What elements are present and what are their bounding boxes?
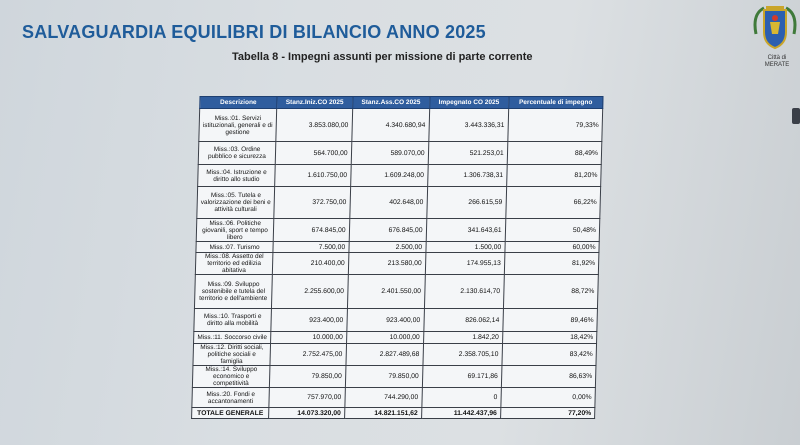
column-header: Descrizione (200, 97, 277, 109)
table-row (194, 332, 597, 344)
total-assessed: 14.821.151,62 (344, 408, 421, 419)
commitment-percentage: 60,00% (505, 242, 600, 253)
page-title: SALVAGUARDIA EQUILIBRI DI BILANCIO ANNO 2025 (22, 22, 486, 42)
initial-allocation: 79.850,00 (269, 366, 345, 388)
table-header-row (200, 97, 603, 109)
missions-table-sheet (190, 96, 603, 441)
committed-amount: 1.306.738,31 (427, 165, 507, 187)
mission-description: Miss.:01. Servizi istituzionali, generali e di gestione (199, 109, 277, 142)
commitment-percentage: 66,22% (505, 187, 600, 219)
commitment-percentage: 81,92% (504, 253, 599, 275)
commitment-percentage: 88,72% (503, 275, 598, 309)
commitment-percentage: 50,48% (505, 219, 600, 242)
table-row (196, 242, 599, 253)
assessed-allocation: 402.648,00 (349, 187, 427, 219)
mission-description: Miss.:09. Sviluppo sostenibile e tutela del territorio e dell'ambiente (194, 275, 272, 309)
initial-allocation: 210.400,00 (272, 253, 348, 275)
committed-amount: 69.171,86 (422, 366, 502, 388)
initial-allocation: 10.000,00 (271, 332, 347, 344)
mission-description: Miss.:07. Turismo (196, 242, 273, 253)
table-row (198, 165, 602, 187)
committed-amount: 174.955,13 (425, 253, 505, 275)
committed-amount: 1.500,00 (425, 242, 504, 253)
table-row (195, 253, 599, 275)
column-header: Percentuale di impegno (508, 97, 603, 109)
table-total-row (192, 408, 595, 419)
missions-table (191, 96, 603, 419)
table-row (194, 275, 598, 309)
mission-description: Miss.:10. Trasporti e diritto alla mobilità (194, 309, 272, 332)
assessed-allocation: 4.340.680,94 (351, 109, 429, 142)
mission-description: Miss.:12. Diritti sociali, politiche sociali e famiglia (193, 344, 271, 366)
committed-amount: 826.062,14 (423, 309, 503, 332)
mission-description: Miss.:03. Ordine pubblico e sicurezza (198, 142, 276, 165)
total-initial: 14.073.320,00 (269, 408, 345, 419)
mission-description: Miss.:04. Istruzione e diritto allo studio (198, 165, 276, 187)
mission-description: Miss.:11. Soccorso civile (194, 332, 271, 344)
assessed-allocation: 676.845,00 (349, 219, 427, 242)
committed-amount: 521.253,01 (428, 142, 508, 165)
committed-amount: 266.615,59 (426, 187, 506, 219)
committed-amount: 2.358.705,10 (423, 344, 503, 366)
total-committed: 11.442.437,96 (421, 408, 500, 419)
table-row (192, 388, 596, 408)
mission-description: Miss.:20. Fondi e accantonamenti (192, 388, 270, 408)
assessed-allocation: 744.290,00 (344, 388, 421, 408)
initial-allocation: 372.750,00 (274, 187, 350, 219)
initial-allocation: 1.610.750,00 (275, 165, 351, 187)
committed-amount: 0 (421, 388, 501, 408)
mission-description: Miss.:06. Politiche giovanili, sport e tempo libero (196, 219, 274, 242)
table-row (196, 219, 600, 242)
mission-description: Miss.:08. Assetto del territorio ed edilizia abitativa (195, 253, 273, 275)
initial-allocation: 3.853.080,00 (276, 109, 352, 142)
committed-amount: 341.643,61 (426, 219, 506, 242)
committed-amount: 1.842,20 (423, 332, 502, 344)
edge-marker (792, 108, 800, 124)
committed-amount: 3.443.336,31 (428, 109, 508, 142)
total-label: TOTALE GENERALE (192, 408, 269, 419)
assessed-allocation: 589.070,00 (351, 142, 429, 165)
commitment-percentage: 89,46% (502, 309, 597, 332)
column-header: Stanz.Iniz.CO 2025 (277, 97, 353, 109)
committed-amount: 2.130.614,70 (424, 275, 504, 309)
initial-allocation: 674.845,00 (273, 219, 349, 242)
initial-allocation: 2.255.600,00 (271, 275, 347, 309)
mission-description: Miss.:05. Tutela e valorizzazione dei beni e attività culturali (197, 187, 275, 219)
assessed-allocation: 2.500,00 (349, 242, 426, 253)
assessed-allocation: 10.000,00 (346, 332, 423, 344)
mission-description: Miss.:14. Sviluppo economico e competitività (192, 366, 270, 388)
assessed-allocation: 79.850,00 (345, 366, 423, 388)
table-row (194, 309, 598, 332)
column-header: Stanz.Ass.CO 2025 (352, 97, 429, 109)
assessed-allocation: 2.827.489,68 (346, 344, 424, 366)
commitment-percentage: 86,63% (501, 366, 596, 388)
commitment-percentage: 18,42% (502, 332, 597, 344)
initial-allocation: 7.500,00 (273, 242, 349, 253)
assessed-allocation: 923.400,00 (346, 309, 424, 332)
logo-caption: Città di MERATE (764, 55, 790, 68)
table-row (192, 366, 596, 388)
table-row (193, 344, 597, 366)
assessed-allocation: 2.401.550,00 (347, 275, 425, 309)
commitment-percentage: 81,20% (506, 165, 601, 187)
commitment-percentage: 83,42% (502, 344, 597, 366)
table-row (198, 142, 602, 165)
initial-allocation: 2.752.475,00 (270, 344, 346, 366)
city-crest-logo (752, 4, 798, 62)
commitment-percentage: 88,49% (507, 142, 602, 165)
table-row (199, 109, 603, 142)
commitment-percentage: 79,33% (507, 109, 602, 142)
initial-allocation: 923.400,00 (271, 309, 347, 332)
table-row (197, 187, 601, 219)
total-percentage: 77,20% (500, 408, 595, 419)
initial-allocation: 757.970,00 (269, 388, 345, 408)
assessed-allocation: 1.609.248,00 (350, 165, 428, 187)
assessed-allocation: 213.580,00 (348, 253, 426, 275)
column-header: Impegnato CO 2025 (429, 97, 508, 109)
initial-allocation: 564.700,00 (275, 142, 351, 165)
table-caption: Tabella 8 - Impegni assunti per missione di parte corrente (232, 51, 533, 63)
commitment-percentage: 0,00% (501, 388, 596, 408)
